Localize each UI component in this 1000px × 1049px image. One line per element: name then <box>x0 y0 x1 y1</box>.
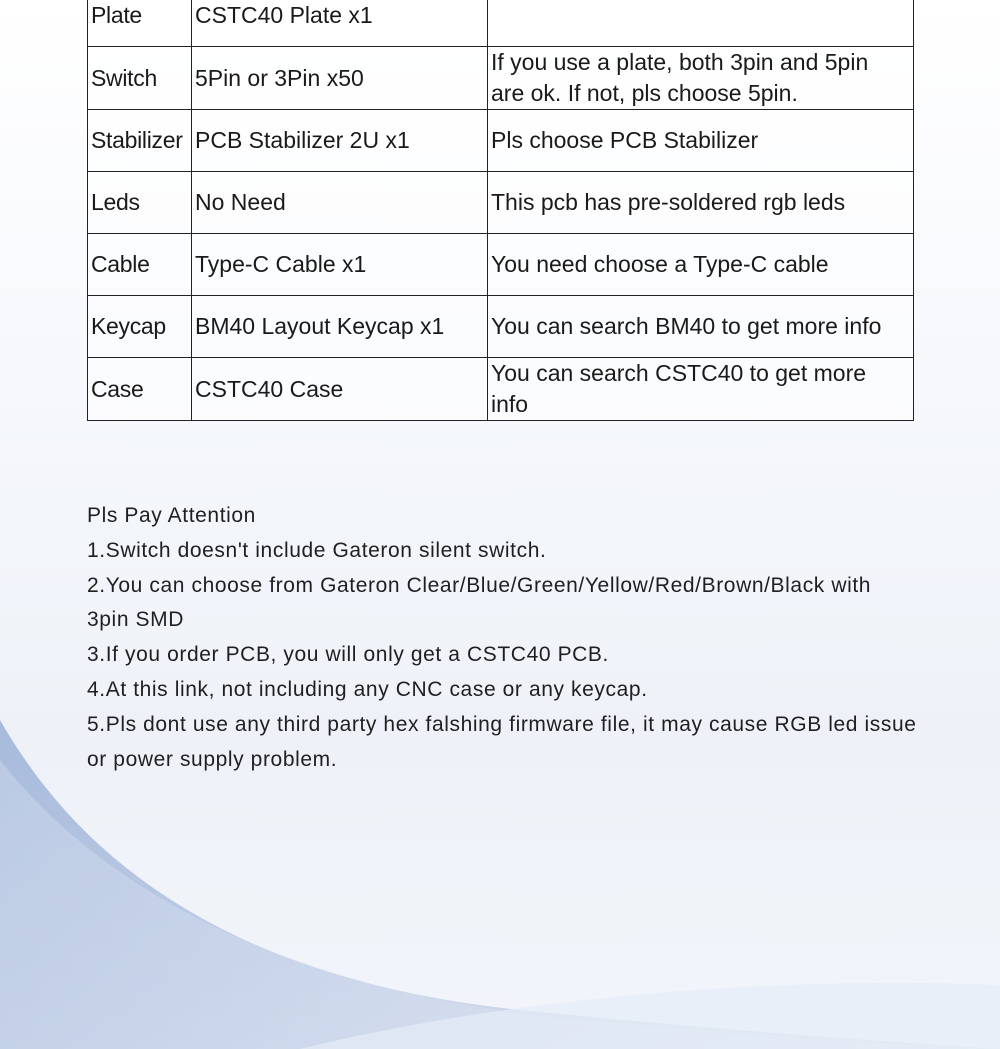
part-cell: Case <box>88 358 192 421</box>
part-cell: Stabilizer <box>88 110 192 172</box>
table-row <box>88 234 914 296</box>
attention-notes <box>87 499 917 777</box>
note-cell: You can search BM40 to get more info <box>488 296 914 358</box>
table-row <box>88 296 914 358</box>
spec-cell: 5Pin or 3Pin x50 <box>192 47 488 110</box>
table-row <box>88 172 914 234</box>
table-row <box>88 110 914 172</box>
part-cell: Plate <box>88 0 192 47</box>
table-row <box>88 0 914 47</box>
part-cell: Switch <box>88 47 192 110</box>
part-cell: Cable <box>88 234 192 296</box>
part-cell: Leds <box>88 172 192 234</box>
spec-cell: Type-C Cable x1 <box>192 234 488 296</box>
attention-item: 4.At this link, not including any CNC case or any keycap. <box>87 677 648 701</box>
table-row <box>88 358 914 421</box>
spec-cell: BM40 Layout Keycap x1 <box>192 296 488 358</box>
attention-item: 3.If you order PCB, you will only get a CSTC40 PCB. <box>87 643 609 667</box>
spec-cell: CSTC40 Plate x1 <box>192 0 488 47</box>
part-cell: Keycap <box>88 296 192 358</box>
spec-cell: No Need <box>192 172 488 234</box>
attention-item: 5.Pls dont use any third party hex falshing firmware file, it may cause RGB led issue or power supply problem. <box>87 712 917 771</box>
note-cell: You need choose a Type-C cable <box>488 234 914 296</box>
attention-item: 2.You can choose from Gateron Clear/Blue/Green/Yellow/Red/Brown/Black with 3pin SMD <box>87 573 872 632</box>
spec-cell: CSTC40 Case <box>192 358 488 421</box>
table-row <box>88 47 914 110</box>
note-cell: You can search CSTC40 to get more info <box>488 358 914 421</box>
note-cell: This pcb has pre-soldered rgb leds <box>488 172 914 234</box>
spec-cell: PCB Stabilizer 2U x1 <box>192 110 488 172</box>
attention-item: 1.Switch doesn't include Gateron silent switch. <box>87 538 547 562</box>
spec-table <box>87 0 914 421</box>
note-cell: Pls choose PCB Stabilizer <box>488 110 914 172</box>
note-cell: If you use a plate, both 3pin and 5pin are ok. If not, pls choose 5pin. <box>488 47 914 110</box>
note-cell <box>488 0 914 47</box>
attention-heading: Pls Pay Attention <box>87 504 256 527</box>
